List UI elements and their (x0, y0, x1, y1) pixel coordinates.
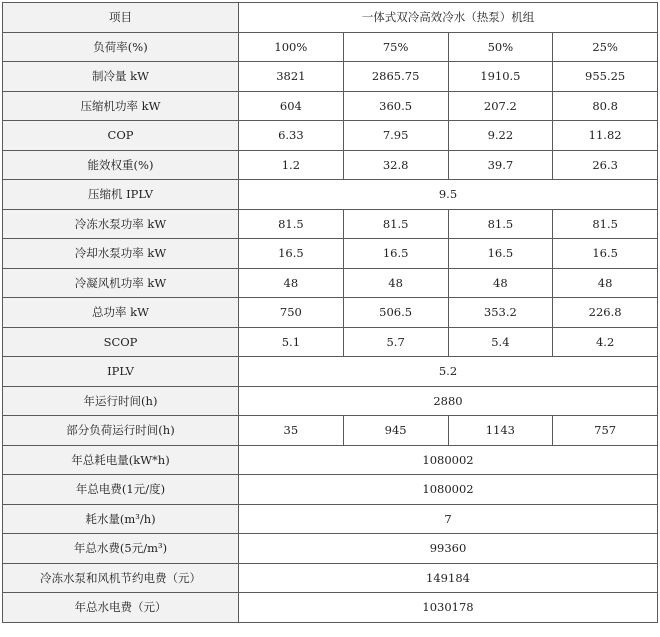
cell-value: 26.3 (553, 150, 658, 180)
row-label: 部分负荷运行时间(h) (3, 416, 239, 446)
cell-value: 80.8 (553, 91, 658, 121)
cell-value: 353.2 (448, 298, 553, 328)
cell-value-merged: 99360 (239, 534, 658, 564)
table-row (3, 327, 658, 357)
header-row (3, 3, 658, 33)
cell-value: 5.7 (343, 327, 448, 357)
row-label: 压缩机功率 kW (3, 91, 239, 121)
table-row (3, 357, 658, 387)
cell-value: 11.82 (553, 121, 658, 151)
table-row (3, 416, 658, 446)
cell-value: 48 (448, 268, 553, 298)
table-row (3, 475, 658, 505)
cell-value: 100% (239, 32, 344, 62)
cell-value: 757 (553, 416, 658, 446)
cell-value: 48 (239, 268, 344, 298)
cell-value: 1910.5 (448, 62, 553, 92)
row-label: 冷冻水泵和风机节约电费（元） (3, 563, 239, 593)
table-row (3, 268, 658, 298)
cell-value: 750 (239, 298, 344, 328)
cell-value-merged: 149184 (239, 563, 658, 593)
row-label: 冷凝风机功率 kW (3, 268, 239, 298)
header-title: 一体式双冷高效冷水（热泵）机组 (239, 3, 658, 33)
row-label: 年运行时间(h) (3, 386, 239, 416)
cell-value: 207.2 (448, 91, 553, 121)
cell-value: 81.5 (239, 209, 344, 239)
cell-value: 32.8 (343, 150, 448, 180)
cell-value-merged: 1080002 (239, 475, 658, 505)
table-row (3, 209, 658, 239)
cell-value: 9.22 (448, 121, 553, 151)
row-label: 总功率 kW (3, 298, 239, 328)
cell-value: 75% (343, 32, 448, 62)
table-row (3, 121, 658, 151)
table-row (3, 563, 658, 593)
cell-value: 81.5 (553, 209, 658, 239)
cell-value: 5.4 (448, 327, 553, 357)
row-label: 年总电费(1元/度) (3, 475, 239, 505)
cell-value: 16.5 (553, 239, 658, 269)
cell-value: 35 (239, 416, 344, 446)
cell-value: 16.5 (448, 239, 553, 269)
cell-value-merged: 1080002 (239, 445, 658, 475)
table-row (3, 150, 658, 180)
cell-value: 6.33 (239, 121, 344, 151)
table-row (3, 534, 658, 564)
cell-value-merged: 2880 (239, 386, 658, 416)
cell-value: 3821 (239, 62, 344, 92)
table-row (3, 180, 658, 210)
cell-value: 48 (553, 268, 658, 298)
cell-value-merged: 7 (239, 504, 658, 534)
row-label: 年总水电费（元） (3, 593, 239, 623)
row-label: IPLV (3, 357, 239, 387)
row-label: 制冷量 kW (3, 62, 239, 92)
row-label: 年总水费(5元/m³) (3, 534, 239, 564)
cell-value: 955.25 (553, 62, 658, 92)
row-label: 负荷率(%) (3, 32, 239, 62)
cell-value-merged: 5.2 (239, 357, 658, 387)
cell-value: 48 (343, 268, 448, 298)
cell-value: 604 (239, 91, 344, 121)
cell-value: 39.7 (448, 150, 553, 180)
cell-value: 360.5 (343, 91, 448, 121)
cell-value: 50% (448, 32, 553, 62)
cell-value: 7.95 (343, 121, 448, 151)
cell-value: 1.2 (239, 150, 344, 180)
cell-value-merged: 9.5 (239, 180, 658, 210)
row-label: 冷却水泵功率 kW (3, 239, 239, 269)
cell-value: 81.5 (343, 209, 448, 239)
cell-value: 1143 (448, 416, 553, 446)
row-label: 能效权重(%) (3, 150, 239, 180)
table-row (3, 593, 658, 623)
cell-value: 2865.75 (343, 62, 448, 92)
row-label: COP (3, 121, 239, 151)
cell-value: 4.2 (553, 327, 658, 357)
cell-value: 81.5 (448, 209, 553, 239)
table-row (3, 32, 658, 62)
table-row (3, 91, 658, 121)
cell-value: 16.5 (343, 239, 448, 269)
spec-table (2, 2, 658, 623)
table-row (3, 239, 658, 269)
table-row (3, 62, 658, 92)
cell-value: 16.5 (239, 239, 344, 269)
table-row (3, 386, 658, 416)
cell-value: 945 (343, 416, 448, 446)
row-label: 冷冻水泵功率 kW (3, 209, 239, 239)
cell-value: 226.8 (553, 298, 658, 328)
table-row (3, 298, 658, 328)
cell-value: 25% (553, 32, 658, 62)
cell-value-merged: 1030178 (239, 593, 658, 623)
cell-value: 5.1 (239, 327, 344, 357)
table-row (3, 445, 658, 475)
cell-value: 506.5 (343, 298, 448, 328)
row-label: 压缩机 IPLV (3, 180, 239, 210)
row-label: SCOP (3, 327, 239, 357)
row-label: 年总耗电量(kW*h) (3, 445, 239, 475)
table-row (3, 504, 658, 534)
row-label: 耗水量(m³/h) (3, 504, 239, 534)
header-label: 项目 (3, 3, 239, 33)
